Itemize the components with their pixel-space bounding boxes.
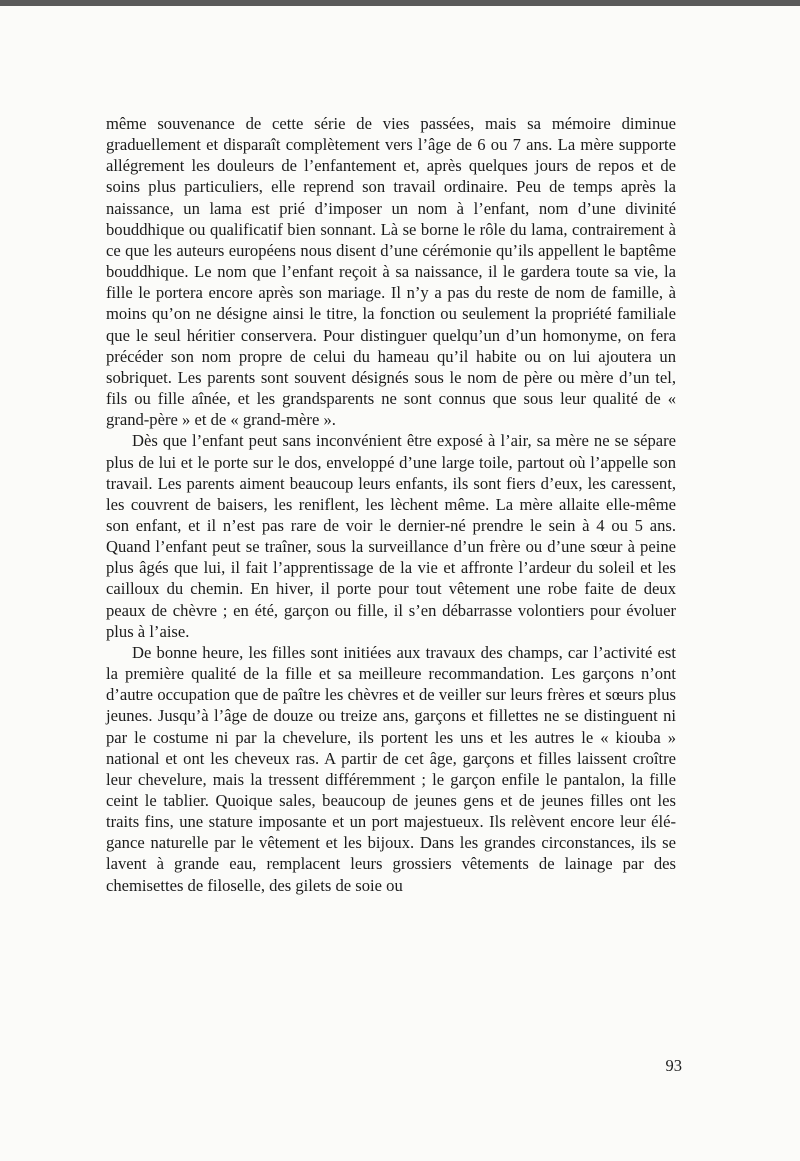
paragraph-3: De bonne heure, les filles sont initiées aux travaux des champs, car l’activité est la première qualité de la fille et sa meilleure recommandation. Les garçons n’ont d’autre occupation que de paître les chèvres et de veiller sur leurs frères et sœurs plus jeunes. Jusqu’à l’âge de douze ou treize ans, garçons et fillettes ne se distinguent ni par le costume ni par la chevelure, ils portent les uns et les autres le « kiouba » national et ont les cheveux ras. A partir de cet âge, garçons et filles laissent croître leur chevelure, mais la tressent différemment ; le garçon enfile le pantalon, la fille ceint le tablier. Quoique sales, beaucoup de jeunes gens et de jeunes filles ont les traits fins, une stature imposante et un port majestueux. Ils relèvent encore leur élégance naturelle par le vêtement et les bijoux. Dans les grandes circonstances, ils se lavent à grande eau, remplacent leurs grossiers vêtements de lainage par des chemisettes de filoselle, des gilets de soie ou xyxy=(106,642,676,895)
body-text xyxy=(106,113,676,896)
scan-top-edge xyxy=(0,0,800,6)
paragraph-1: même souvenance de cette série de vies passées, mais sa mémoire diminue graduellement et disparaît complètement vers l’âge de 6 ou 7 ans. La mère supporte allégrement les douleurs de l’enfantement et, après quelques jours de repos et de soins plus particuliers, elle reprend son travail ordinaire. Peu de temps après la naissance, un lama est prié d’imposer un nom à l’enfant, nom d’une divinité bouddhique ou qualificatif bien sonnant. Là se borne le rôle du lama, contrairement à ce que les auteurs européens nous disent d’une cérémonie qu’ils appellent le baptême bouddhique. Le nom que l’enfant reçoit à sa naissance, il le gardera toute sa vie, la fille le portera encore après son mariage. Il n’y a pas du reste de nom de famille, à moins qu’on ne désigne ainsi le titre, la fonction ou seulement la propriété familiale que le seul héritier conservera. Pour distinguer quelqu’un d’un homonyme, on fera précéder son nom propre de celui du hameau qu’il habite ou on lui ajoutera un sobriquet. Les parents sont souvent désignés sous le nom de père ou mère d’un tel, fils ou fille aînée, et les grandsparents ne sont connus que sous leur qualité de « grand-père » et de « grand-mère ». xyxy=(106,114,676,430)
page-number: 93 xyxy=(665,1056,682,1075)
paragraph-2: Dès que l’enfant peut sans inconvénient être exposé à l’air, sa mère ne se sépare plus de lui et le porte sur le dos, enveloppé d’une large toile, partout où l’appelle son travail. Les parents aiment beaucoup leurs enfants, ils sont fiers d’eux, les caressent, les couvrent de baisers, les reniflent, les lèchent même. La mère allaite elle-même son enfant, et il n’est pas rare de voir le dernier-né prendre le sein à 4 ou 5 ans. Quand l’enfant peut se traîner, sous la surveillance d’un frère ou d’une sœur à peine plus âgés que lui, il fait l’apprentissage de la vie et affronte l’ardeur du soleil et les cailloux du chemin. En hiver, il porte pour tout vêtement une robe faite de deux peaux de chèvre ; en été, garçon ou fille, il s’en débarrasse volontiers pour évoluer plus à l’aise. xyxy=(106,431,676,641)
